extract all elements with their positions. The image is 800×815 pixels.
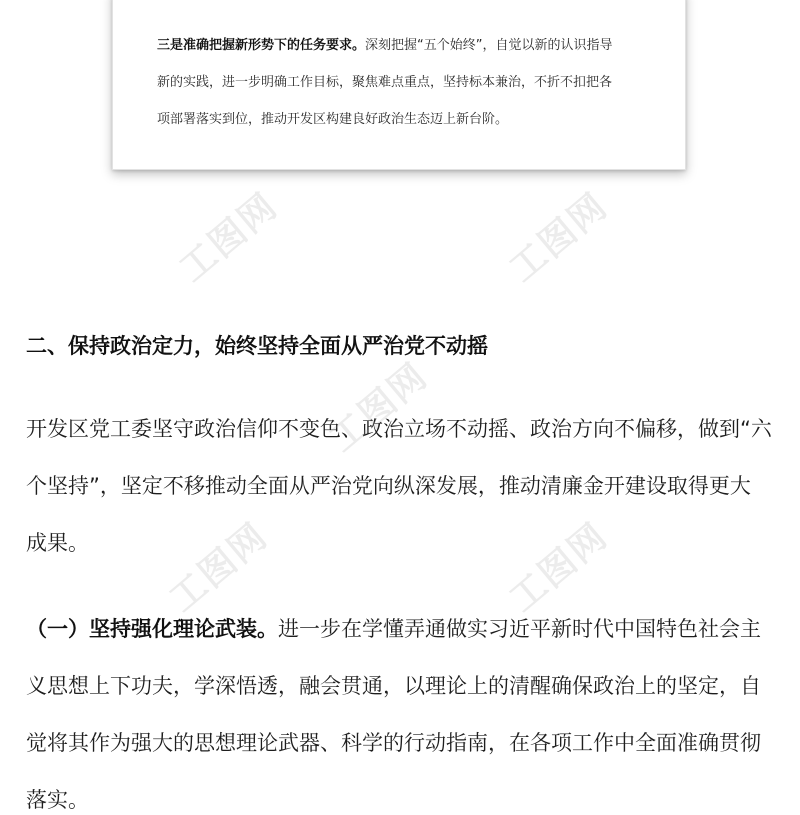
watermark-3: 工图网	[322, 355, 436, 461]
paragraph-2-line-1	[26, 614, 761, 644]
quote-card	[112, 0, 686, 170]
paragraph-2-lead: （一）坚持强化理论武装。	[26, 617, 278, 641]
paragraph-1-line-2: 个坚持”，坚定不移推动全面从严治党向纵深发展，推动清廉金开建设取得更大	[26, 474, 751, 498]
paragraph-2-line-3: 觉将其作为强大的思想理论武器、科学的行动指南，在各项工作中全面准确贯彻	[26, 731, 761, 755]
card-line-0	[157, 0, 196, 3]
card-line-1-rest: 深刻把握“五个始终”，自觉以新的认识指导	[365, 38, 613, 53]
paragraph-2-line-1-rest: 进一步在学懂弄通做实习近平新时代中国特色社会主	[278, 617, 761, 641]
watermark-2: 工图网	[502, 185, 616, 291]
paragraph-2-line-2: 义思想上下功夫，学深悟透，融会贯通，以理论上的清醒确保政治上的坚定，自	[26, 674, 761, 698]
paragraph-1-line-1: 开发区党工委坚守政治信仰不变色、政治立场不动摇、政治方向不偏移，做到“六	[26, 417, 772, 441]
card-line-2: 新的实践，进一步明确工作目标，聚焦难点重点，坚持标本兼治，不折不扣把各	[157, 75, 613, 90]
watermark-4: 工图网	[162, 515, 276, 621]
section-heading: 二、保持政治定力，始终坚持全面从严治党不动摇	[26, 334, 488, 358]
paragraph-1-line-3: 成果。	[26, 531, 89, 555]
watermark-5: 工图网	[502, 515, 616, 621]
card-lead-text: 三是准确把握新形势下的任务要求。	[157, 38, 366, 53]
paragraph-2-line-4: 落实。	[26, 788, 89, 812]
watermark-1: 工图网	[172, 185, 286, 291]
card-line-1	[157, 37, 613, 55]
card-line-3: 项部署落实到位，推动开发区构建良好政治生态迈上新台阶。	[157, 112, 509, 127]
